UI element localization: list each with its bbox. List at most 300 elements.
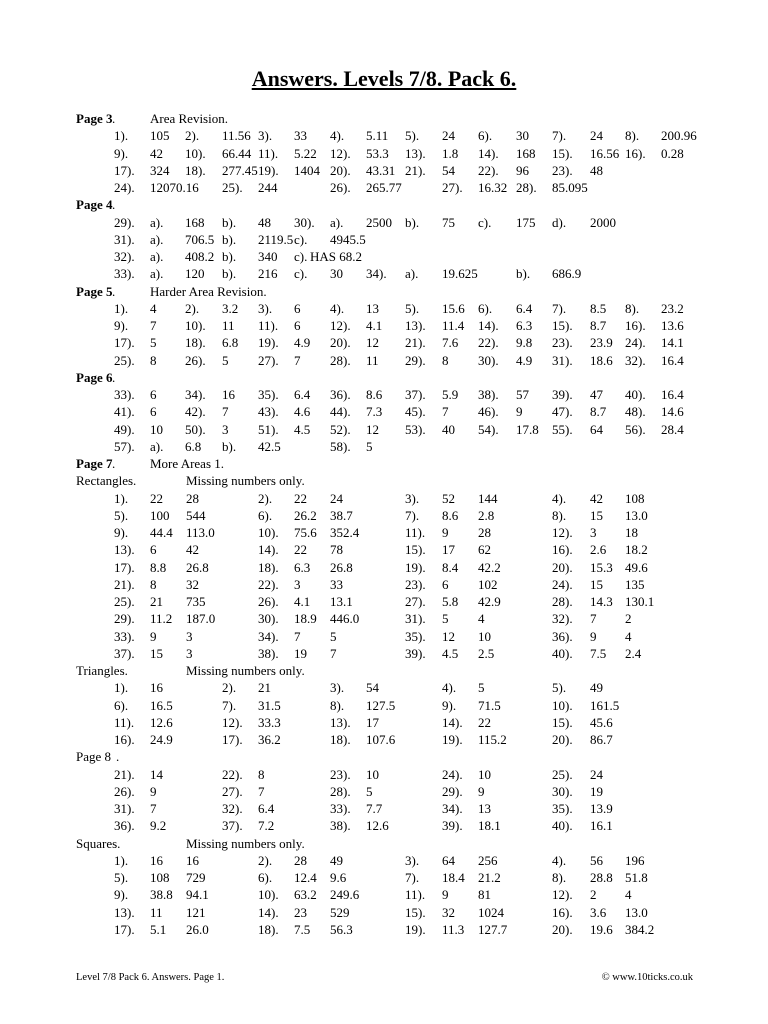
answer-value: 17 bbox=[442, 542, 455, 558]
question-number: 56). bbox=[625, 421, 646, 437]
question-number: 52). bbox=[330, 421, 351, 437]
question-number: 33). bbox=[114, 266, 135, 282]
answer-value: 729 bbox=[186, 870, 206, 885]
question-number: 5). bbox=[552, 680, 567, 696]
answer-value: 64 bbox=[442, 852, 455, 868]
question-number: 28). bbox=[330, 783, 351, 799]
answer-value: 14.6 bbox=[661, 404, 684, 420]
answer-value: 1.8 bbox=[442, 145, 459, 161]
question-number: 37). bbox=[114, 645, 135, 661]
question-number: c). bbox=[294, 231, 308, 247]
question-number: 20). bbox=[552, 921, 573, 937]
answer-value: 5 bbox=[442, 611, 449, 627]
answer-value: 30 bbox=[330, 266, 343, 282]
answer-value: 19 bbox=[294, 645, 307, 661]
answer-value: 3 bbox=[186, 645, 193, 661]
footer-left: Level 7/8 Pack 6. Answers. Page 1. bbox=[76, 972, 225, 983]
answer-value: 32 bbox=[442, 904, 455, 920]
question-number: 20). bbox=[330, 162, 351, 178]
question-number: 8). bbox=[625, 128, 640, 144]
answer-value: 85.095 bbox=[552, 180, 588, 195]
question-number: 34). bbox=[258, 628, 279, 644]
answer-value: 49 bbox=[330, 852, 343, 868]
answer-value: 11 bbox=[222, 318, 235, 333]
question-number: 19). bbox=[405, 559, 426, 575]
page-label: Page 5 bbox=[76, 283, 113, 299]
page-title: Answers. Levels 7/8. Pack 6. bbox=[251, 66, 517, 91]
answer-value: 9.6 bbox=[330, 870, 347, 885]
answer-value: 4.5 bbox=[294, 421, 311, 437]
answer-row bbox=[0, 731, 768, 748]
answer-value: 23.2 bbox=[661, 300, 684, 316]
question-number: 10). bbox=[258, 525, 279, 540]
question-number: a). bbox=[150, 438, 164, 454]
question-number: 14). bbox=[258, 904, 279, 920]
answer-value: 12.6 bbox=[150, 714, 173, 730]
answer-value: 200.96 bbox=[661, 128, 697, 144]
answer-value: 3 bbox=[222, 421, 229, 437]
answer-value: 48 bbox=[590, 162, 603, 178]
answer-value: 15 bbox=[590, 507, 603, 523]
answer-row bbox=[0, 317, 768, 334]
question-number: 21). bbox=[405, 335, 426, 351]
question-number: 11). bbox=[258, 145, 279, 161]
question-number: 13). bbox=[405, 145, 426, 161]
answer-value: 42 bbox=[590, 490, 603, 506]
answer-value: 13.6 bbox=[661, 318, 684, 333]
question-number: 36). bbox=[114, 818, 135, 834]
question-number: 8). bbox=[330, 697, 345, 713]
answer-value: 175 bbox=[516, 214, 536, 230]
answer-value: 47 bbox=[590, 387, 603, 402]
answer-row bbox=[0, 179, 768, 196]
question-number: 55). bbox=[552, 421, 573, 437]
question-number: 5). bbox=[405, 128, 420, 144]
answer-value: 42.9 bbox=[478, 594, 501, 609]
question-number: 26). bbox=[258, 594, 279, 609]
answer-value: 2.6 bbox=[590, 542, 607, 558]
question-number: 29). bbox=[442, 783, 463, 799]
question-number: 5). bbox=[405, 300, 420, 316]
question-number: 6). bbox=[478, 128, 493, 144]
question-number: 28). bbox=[330, 352, 351, 368]
question-number: 49). bbox=[114, 421, 135, 437]
answer-value: 244 bbox=[258, 180, 278, 195]
question-number: 14). bbox=[442, 714, 463, 730]
page-label-dot: . bbox=[112, 111, 116, 126]
answer-value: 0.28 bbox=[661, 145, 684, 161]
answer-value: 11 bbox=[366, 352, 379, 368]
answer-value: 9 bbox=[150, 628, 157, 644]
question-number: 25). bbox=[222, 180, 243, 195]
question-number: 28). bbox=[516, 180, 537, 195]
question-number: 15). bbox=[405, 904, 426, 920]
question-number: 32). bbox=[222, 801, 243, 816]
question-number: 22). bbox=[222, 766, 243, 782]
answer-row bbox=[0, 352, 768, 369]
answer-value: 43.31 bbox=[366, 162, 396, 178]
answer-row bbox=[0, 662, 768, 679]
question-number: 24). bbox=[114, 180, 135, 195]
answer-value: 16 bbox=[222, 387, 235, 402]
question-number: 7). bbox=[405, 870, 420, 885]
answer-row bbox=[0, 472, 768, 489]
question-number: 2). bbox=[258, 852, 273, 868]
answer-value: 5 bbox=[366, 783, 373, 799]
question-number: 35). bbox=[552, 801, 573, 816]
answer-row bbox=[0, 593, 768, 610]
answer-value: 7 bbox=[150, 318, 157, 333]
answer-value: 3 bbox=[590, 525, 597, 540]
question-number: 39). bbox=[552, 387, 573, 402]
question-number: 30). bbox=[294, 214, 315, 230]
answer-row bbox=[0, 817, 768, 834]
question-number: 23). bbox=[552, 162, 573, 178]
answer-value: 12.4 bbox=[294, 870, 317, 885]
answer-value: 2119.5 bbox=[258, 231, 294, 247]
question-number: 1). bbox=[114, 490, 129, 506]
answer-value: 96 bbox=[516, 162, 529, 178]
answer-value: 8 bbox=[442, 352, 449, 368]
answer-value: 11 bbox=[150, 904, 163, 920]
question-number: b). bbox=[516, 266, 531, 282]
question-number: 23). bbox=[405, 576, 426, 592]
question-number: 39). bbox=[442, 818, 463, 834]
answer-value: 408.2 bbox=[185, 249, 215, 264]
answer-value: 16.5 bbox=[150, 697, 173, 713]
question-number: 9). bbox=[114, 145, 129, 161]
answer-row bbox=[0, 300, 768, 317]
answer-value: 16.4 bbox=[661, 387, 684, 402]
answer-value: 6 bbox=[150, 387, 157, 402]
question-number: 20). bbox=[552, 559, 573, 575]
answer-value: 6.8 bbox=[222, 335, 239, 351]
answer-value: 24 bbox=[590, 128, 603, 144]
answer-value: 36.2 bbox=[258, 732, 281, 747]
answer-value: 71.5 bbox=[478, 697, 501, 713]
answer-value: 11.3 bbox=[442, 921, 465, 937]
question-number: 22). bbox=[478, 335, 499, 351]
question-number: 16). bbox=[625, 318, 646, 333]
question-number: 11). bbox=[405, 525, 426, 540]
answer-value: 113.0 bbox=[186, 525, 215, 540]
question-number: 53). bbox=[405, 421, 426, 437]
question-number: 15). bbox=[405, 542, 426, 558]
question-number: 21). bbox=[114, 576, 135, 592]
answer-value: 30 bbox=[516, 128, 529, 144]
answer-value: 2.5 bbox=[478, 645, 495, 661]
question-number: 5). bbox=[114, 870, 129, 885]
answer-value: 324 bbox=[150, 162, 170, 178]
answer-value: 15 bbox=[150, 645, 163, 661]
answer-value: 5 bbox=[330, 628, 337, 644]
answer-value: 102 bbox=[478, 576, 498, 592]
answer-value: 18.1 bbox=[478, 818, 501, 834]
answer-value: 49.6 bbox=[625, 559, 648, 575]
question-number: 17). bbox=[114, 162, 135, 178]
answer-value: 18.9 bbox=[294, 611, 317, 627]
answer-value: 15.3 bbox=[590, 559, 613, 575]
answer-value: 57 bbox=[516, 387, 529, 402]
question-number: 19). bbox=[405, 921, 426, 937]
question-number: 16). bbox=[552, 542, 573, 558]
question-number: 31). bbox=[552, 352, 573, 368]
answer-value: 17 bbox=[366, 714, 379, 730]
answer-value: 2500 bbox=[366, 214, 392, 230]
answer-value: 52 bbox=[442, 490, 455, 506]
question-number: b). bbox=[222, 214, 237, 230]
answer-value: Missing numbers only. bbox=[186, 663, 305, 678]
answer-value: 33 bbox=[294, 128, 307, 144]
answer-value: 75.6 bbox=[294, 525, 317, 540]
answer-value: 544 bbox=[186, 507, 206, 523]
answer-value: 4.6 bbox=[294, 404, 311, 420]
question-number: 36). bbox=[330, 387, 351, 402]
answer-value: 4.1 bbox=[366, 318, 383, 333]
question-number: 16). bbox=[114, 732, 135, 747]
section-heading-row bbox=[0, 110, 768, 127]
answer-row bbox=[0, 886, 768, 903]
answer-row bbox=[0, 679, 768, 696]
question-number: 26). bbox=[114, 783, 135, 799]
question-number: 34). bbox=[185, 387, 206, 402]
answer-value: 5.1 bbox=[150, 921, 167, 937]
answer-row bbox=[0, 800, 768, 817]
question-number: 27). bbox=[258, 352, 279, 368]
question-number: c). bbox=[294, 266, 308, 282]
answer-value: 9 bbox=[478, 783, 485, 799]
answer-value: 51.8 bbox=[625, 870, 648, 885]
answer-value: 6.8 bbox=[185, 438, 202, 454]
question-number: 38). bbox=[258, 645, 279, 661]
answer-value: 249.6 bbox=[330, 887, 360, 903]
answer-value: 23 bbox=[294, 904, 307, 920]
answer-value: 7 bbox=[258, 783, 265, 799]
answer-value: 26.2 bbox=[294, 507, 317, 523]
answer-value: 64 bbox=[590, 421, 603, 437]
answer-value: 14 bbox=[150, 766, 163, 782]
answer-value: 735 bbox=[186, 594, 206, 609]
answer-value: 277.45 bbox=[222, 162, 258, 178]
answer-value: 13.1 bbox=[330, 594, 353, 609]
answer-value: 28 bbox=[478, 525, 491, 540]
question-number: 40). bbox=[625, 387, 646, 402]
question-number: 57). bbox=[114, 438, 135, 454]
answer-value: 13 bbox=[478, 801, 491, 816]
question-number: 28). bbox=[552, 594, 573, 609]
question-number: 34). bbox=[366, 266, 387, 282]
answer-row bbox=[0, 438, 768, 455]
answer-value: 12 bbox=[366, 335, 379, 351]
question-number: 25). bbox=[552, 766, 573, 782]
answer-value: 16.4 bbox=[661, 352, 684, 368]
answer-value: 384.2 bbox=[625, 921, 655, 937]
answer-value: 7 bbox=[330, 645, 337, 661]
question-number: b). bbox=[222, 266, 237, 282]
question-number: 9). bbox=[114, 887, 129, 903]
answer-value: 127.7 bbox=[478, 921, 508, 937]
answer-value: 10 bbox=[366, 766, 379, 782]
answer-value: 216 bbox=[258, 266, 278, 282]
answer-value: 446.0 bbox=[330, 611, 360, 627]
answer-value: 19.6 bbox=[590, 921, 613, 937]
question-number: 14). bbox=[478, 145, 499, 161]
question-number: 11). bbox=[405, 887, 426, 903]
question-number: 1). bbox=[114, 300, 129, 316]
answer-value: 5.9 bbox=[442, 387, 459, 402]
question-number: 17). bbox=[114, 921, 135, 937]
answer-value: 2.4 bbox=[625, 645, 642, 661]
answer-row bbox=[0, 145, 768, 162]
question-number: 31). bbox=[114, 801, 135, 816]
answer-value: 38.7 bbox=[330, 507, 353, 523]
question-number: 12). bbox=[330, 145, 351, 161]
answer-value: 2 bbox=[590, 887, 597, 903]
answer-value: 16.1 bbox=[590, 818, 613, 834]
question-number: 24). bbox=[442, 766, 463, 782]
question-number: 37). bbox=[222, 818, 243, 834]
answer-value: 8.6 bbox=[442, 507, 459, 523]
answer-row bbox=[0, 628, 768, 645]
question-number: 4). bbox=[552, 852, 567, 868]
question-number: b). bbox=[222, 231, 237, 247]
answer-value: 18.4 bbox=[442, 870, 465, 885]
answer-value: 28.4 bbox=[661, 421, 684, 437]
question-number: 32). bbox=[625, 352, 646, 368]
answer-row bbox=[0, 541, 768, 558]
answer-value: 340 bbox=[258, 249, 278, 264]
answer-value: 7.5 bbox=[294, 921, 311, 937]
question-number: 31). bbox=[405, 611, 426, 627]
question-number: a). bbox=[150, 231, 164, 247]
question-number: 8). bbox=[552, 870, 567, 885]
question-number: 24). bbox=[625, 335, 646, 351]
answer-value: 54 bbox=[442, 162, 455, 178]
answer-value: 12 bbox=[442, 628, 455, 644]
question-number: 14). bbox=[478, 318, 499, 333]
section-heading-row bbox=[0, 196, 768, 213]
question-number: 2). bbox=[222, 680, 237, 696]
answer-value: 28.8 bbox=[590, 870, 613, 885]
answer-value: 24.9 bbox=[150, 732, 173, 747]
answer-value: 6 bbox=[150, 542, 157, 558]
question-number: 16). bbox=[552, 904, 573, 920]
question-number: b). bbox=[222, 438, 237, 454]
answer-value: 86.7 bbox=[590, 732, 613, 747]
answer-value: Missing numbers only. bbox=[186, 835, 305, 851]
question-number: 3). bbox=[405, 852, 420, 868]
question-number: 7). bbox=[405, 507, 420, 523]
answer-value: 115.2 bbox=[478, 732, 507, 747]
answer-value: 5.22 bbox=[294, 145, 317, 161]
answer-value: 4 bbox=[150, 300, 157, 316]
answer-row bbox=[0, 697, 768, 714]
question-number: 25). bbox=[114, 352, 135, 368]
question-number: 3). bbox=[258, 128, 273, 144]
page-label: Page 4 bbox=[76, 197, 113, 213]
answer-value: 168 bbox=[185, 214, 205, 230]
answer-value: 28 bbox=[186, 490, 199, 506]
answer-value: 686.9 bbox=[552, 266, 582, 282]
answer-value: 8.4 bbox=[442, 559, 459, 575]
answer-row bbox=[0, 766, 768, 783]
answer-value: 108 bbox=[150, 870, 170, 885]
question-number: a). bbox=[150, 249, 164, 264]
question-number: c). bbox=[294, 249, 308, 264]
question-number: 14). bbox=[258, 542, 279, 558]
question-number: 50). bbox=[185, 421, 206, 437]
answer-value: 187.0 bbox=[186, 611, 216, 627]
question-number: 10). bbox=[258, 887, 279, 903]
question-number: 17). bbox=[114, 559, 135, 575]
answer-value: 120 bbox=[185, 266, 205, 282]
question-number: b). bbox=[405, 214, 420, 230]
answer-value: 6.4 bbox=[294, 387, 311, 402]
answer-row bbox=[0, 490, 768, 507]
question-number: 15). bbox=[552, 714, 573, 730]
section-title: Harder Area Revision. bbox=[150, 283, 267, 299]
answer-value: 8.7 bbox=[590, 318, 607, 333]
answer-row bbox=[0, 265, 768, 282]
question-number: 9). bbox=[114, 525, 129, 540]
answer-value: 11.2 bbox=[150, 611, 173, 627]
question-number: 4). bbox=[552, 490, 567, 506]
answer-value: HAS 68.2 bbox=[310, 249, 363, 264]
section-title: More Areas 1. bbox=[150, 456, 225, 471]
page-label: Page 6 bbox=[76, 369, 113, 385]
answer-value: 144 bbox=[478, 490, 498, 506]
question-number: 27). bbox=[442, 180, 463, 195]
answer-value: 7 bbox=[294, 352, 301, 368]
question-number: 6). bbox=[258, 507, 273, 523]
question-number: 5). bbox=[114, 507, 129, 523]
question-number: 33). bbox=[114, 628, 135, 644]
answer-value: 15 bbox=[590, 576, 603, 592]
answer-value: 22 bbox=[294, 490, 307, 506]
answer-row bbox=[0, 559, 768, 576]
answer-value: 32 bbox=[186, 576, 199, 592]
question-number: 41). bbox=[114, 404, 135, 420]
page-label-dot: . bbox=[112, 197, 116, 213]
answer-value: 22 bbox=[478, 714, 491, 730]
footer-right: © www.10ticks.co.uk bbox=[601, 972, 693, 983]
question-number: 13). bbox=[114, 542, 135, 558]
question-number: 29). bbox=[114, 214, 135, 230]
answer-value: 3.2 bbox=[222, 300, 239, 316]
question-number: 15). bbox=[552, 145, 573, 161]
answer-row bbox=[0, 162, 768, 179]
answer-value: 16 bbox=[186, 852, 199, 868]
question-number: 48). bbox=[625, 404, 646, 420]
answer-value: 12070.16 bbox=[150, 180, 199, 195]
answer-value: 3 bbox=[186, 628, 193, 644]
answer-value: 16 bbox=[150, 680, 163, 696]
answer-value: 8 bbox=[258, 766, 265, 782]
answer-value: 44.4 bbox=[150, 525, 173, 540]
question-number: 30). bbox=[552, 783, 573, 799]
answer-value: 5 bbox=[478, 680, 485, 696]
question-number: 6). bbox=[258, 870, 273, 885]
question-number: 19). bbox=[258, 335, 279, 351]
answer-value: 265.77 bbox=[366, 180, 402, 195]
page-label-dot: . bbox=[112, 456, 116, 471]
answer-value: 7.3 bbox=[366, 404, 383, 420]
answer-row bbox=[0, 783, 768, 800]
answer-value: 31.5 bbox=[258, 697, 281, 713]
question-number: 9). bbox=[442, 697, 457, 713]
answer-value: 18.2 bbox=[625, 542, 648, 558]
answer-value: 8.6 bbox=[366, 387, 383, 402]
